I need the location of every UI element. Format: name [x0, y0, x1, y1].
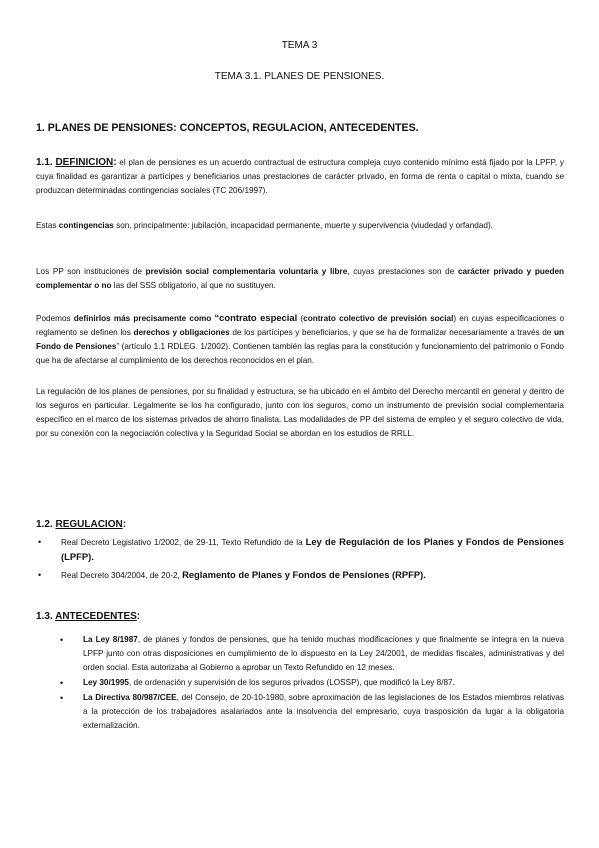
list-item: [60, 691, 564, 733]
antecedentes-number: 1.3.: [36, 611, 53, 622]
bullet-icon: •: [60, 693, 64, 703]
text-run: , de ordenación y supervisión de los seguros privados (LOSSP), que modificó la Ley 8/87.: [128, 678, 455, 687]
bold-run: contrato colectivo de previsión social: [303, 314, 454, 323]
bullet-icon: •: [38, 537, 42, 547]
law-name-bold: Reglamento de Planes y Fondos de Pensiones (RPFP).: [182, 569, 426, 580]
definicion-title: DEFINICION: [55, 157, 114, 168]
bold-run: La Ley 8/1987: [83, 635, 138, 644]
text-run: ) en cuyas especificaciones o reglamento se definen los: [36, 314, 565, 337]
list-item: [60, 676, 564, 690]
regulacion-context-paragraph: La regulación de los planes de pensiones, por su finalidad y estructura, se ha ubicado en el ámbito del Derecho mercantil en general y dentro de los seguros en particular. Legalmente se los ha configurado, junto con los seguros, como un instrumento de previsión social complementaria específico en el marco de los sistemas privados de ahorro finalista. Las modalidades de PP del sistema de empleo y el seguro colectivo de vida, por su conexión con la negociación colectiva y la Seguridad Social se abordan en los estudios de RRLL.: [36, 387, 564, 438]
bullet-icon: •: [60, 678, 64, 688]
contingencias-paragraph: [36, 219, 564, 233]
text-run: Podemos: [36, 314, 74, 323]
regulacion-heading: [36, 519, 126, 530]
contrato-especial-bold: “contrato especial: [214, 312, 298, 323]
antecedentes-title: ANTECEDENTES: [55, 611, 137, 622]
list-item: [38, 568, 564, 583]
list-item: [60, 633, 564, 675]
bold-run: Ley 30/1995: [83, 678, 129, 687]
text-run: , cuyas prestaciones son de: [347, 267, 458, 276]
tema-title: TEMA 3: [281, 40, 318, 51]
text-run: son, principalmente: jubilación, incapacidad permanente, muerte y supervivencia (viudedad y orfandad).: [113, 221, 493, 230]
regulacion-list: [38, 535, 564, 583]
regulacion-title: REGULACION: [55, 519, 123, 530]
bold-run: derechos y obligaciones: [133, 328, 230, 337]
bullet-icon: •: [60, 635, 64, 645]
antecedentes-colon: :: [136, 611, 141, 622]
text-run: , del Consejo, de 20-10-1980, sobre aproximación de las legislaciones de los Estados miembros relativas a la protección de los trabajadores asalariados ante la insolvencia del empresario, cuya trasposición da lugar a la obligatoria externalización.: [83, 693, 564, 730]
text-run: ” (artículo 1.1 RDLEG. 1/2002). Contienen también las reglas para la constitución y funcionamiento del patrimonio o Fondo que ha de afectarse al cumplimiento de los derechos reconocidos en el plan.: [36, 342, 564, 365]
definicion-colon: :: [113, 157, 117, 168]
contrato-paragraph: [36, 311, 564, 368]
definicion-paragraph: [36, 156, 564, 198]
text-run: Real Decreto Legislativo 1/2002, de 29-11, Texto Refundido de la: [61, 538, 306, 547]
text-run: las del SSS obligatorio, al que no sustituyen.: [111, 281, 276, 290]
text-run: , de planes y fondos de pensiones, que ha tenido muchas modificaciones y que finalmente se integra en la nueva LPFP junto con otras disposiciones en cumplimiento de lo dispuesto en la Ley 24/2001, de medidas fiscales, administrativas y del orden social. Esta autorizaba al Gobierno a aprobar un Texto Refundido en 12 meses.: [83, 635, 564, 672]
definicion-number: 1.1.: [36, 157, 53, 168]
antecedentes-list: [60, 633, 564, 733]
law-name-bold: Ley de Regulación de los Planes y Fondos de Pensiones (LPFP).: [61, 536, 565, 562]
bullet-icon: •: [38, 570, 42, 580]
pp-paragraph: [36, 265, 564, 293]
bold-run: previsión social complementaria voluntaria y libre: [145, 267, 348, 276]
bold-run: La Directiva 80/987/CEE: [83, 693, 177, 702]
text-run: (: [297, 314, 304, 323]
text-run: Los PP son instituciones de: [36, 267, 146, 276]
regulacion-colon: :: [122, 519, 127, 530]
list-item: [38, 535, 564, 565]
text-run: de los partícipes y beneficiarios, y que se ha de formalizar necesariamente a través de: [229, 328, 554, 337]
text-run: Estas: [36, 221, 59, 230]
text-run: Real Decreto 304/2004, de 20-2,: [61, 571, 183, 580]
regulacion-number: 1.2.: [36, 519, 53, 530]
bold-run: definirlos más precisamente como: [73, 314, 212, 323]
contingencias-bold: contingencias: [58, 221, 114, 230]
tema-subtitle: TEMA 3.1. PLANES DE PENSIONES.: [214, 71, 385, 82]
section-1-heading: 1. PLANES DE PENSIONES: CONCEPTOS, REGULACION, ANTECEDENTES.: [36, 122, 419, 134]
bold-run: carácter privado y pueden complementar o no: [36, 267, 565, 290]
definicion-text: el plan de pensiones es un acuerdo contractual de estructura compleja cuyo contenido mínimo está fijado por la LPFP, y cuya finalidad es garantizar a partícipes y beneficiarios unas prestaciones de carácter privado, en forma de renta o capital o mixta, cuando se produzcan determinadas contingencias sociales (TC 206/1997).: [36, 158, 565, 195]
antecedentes-heading: [36, 611, 140, 622]
bold-run: un Fondo de Pensiones: [36, 328, 564, 351]
